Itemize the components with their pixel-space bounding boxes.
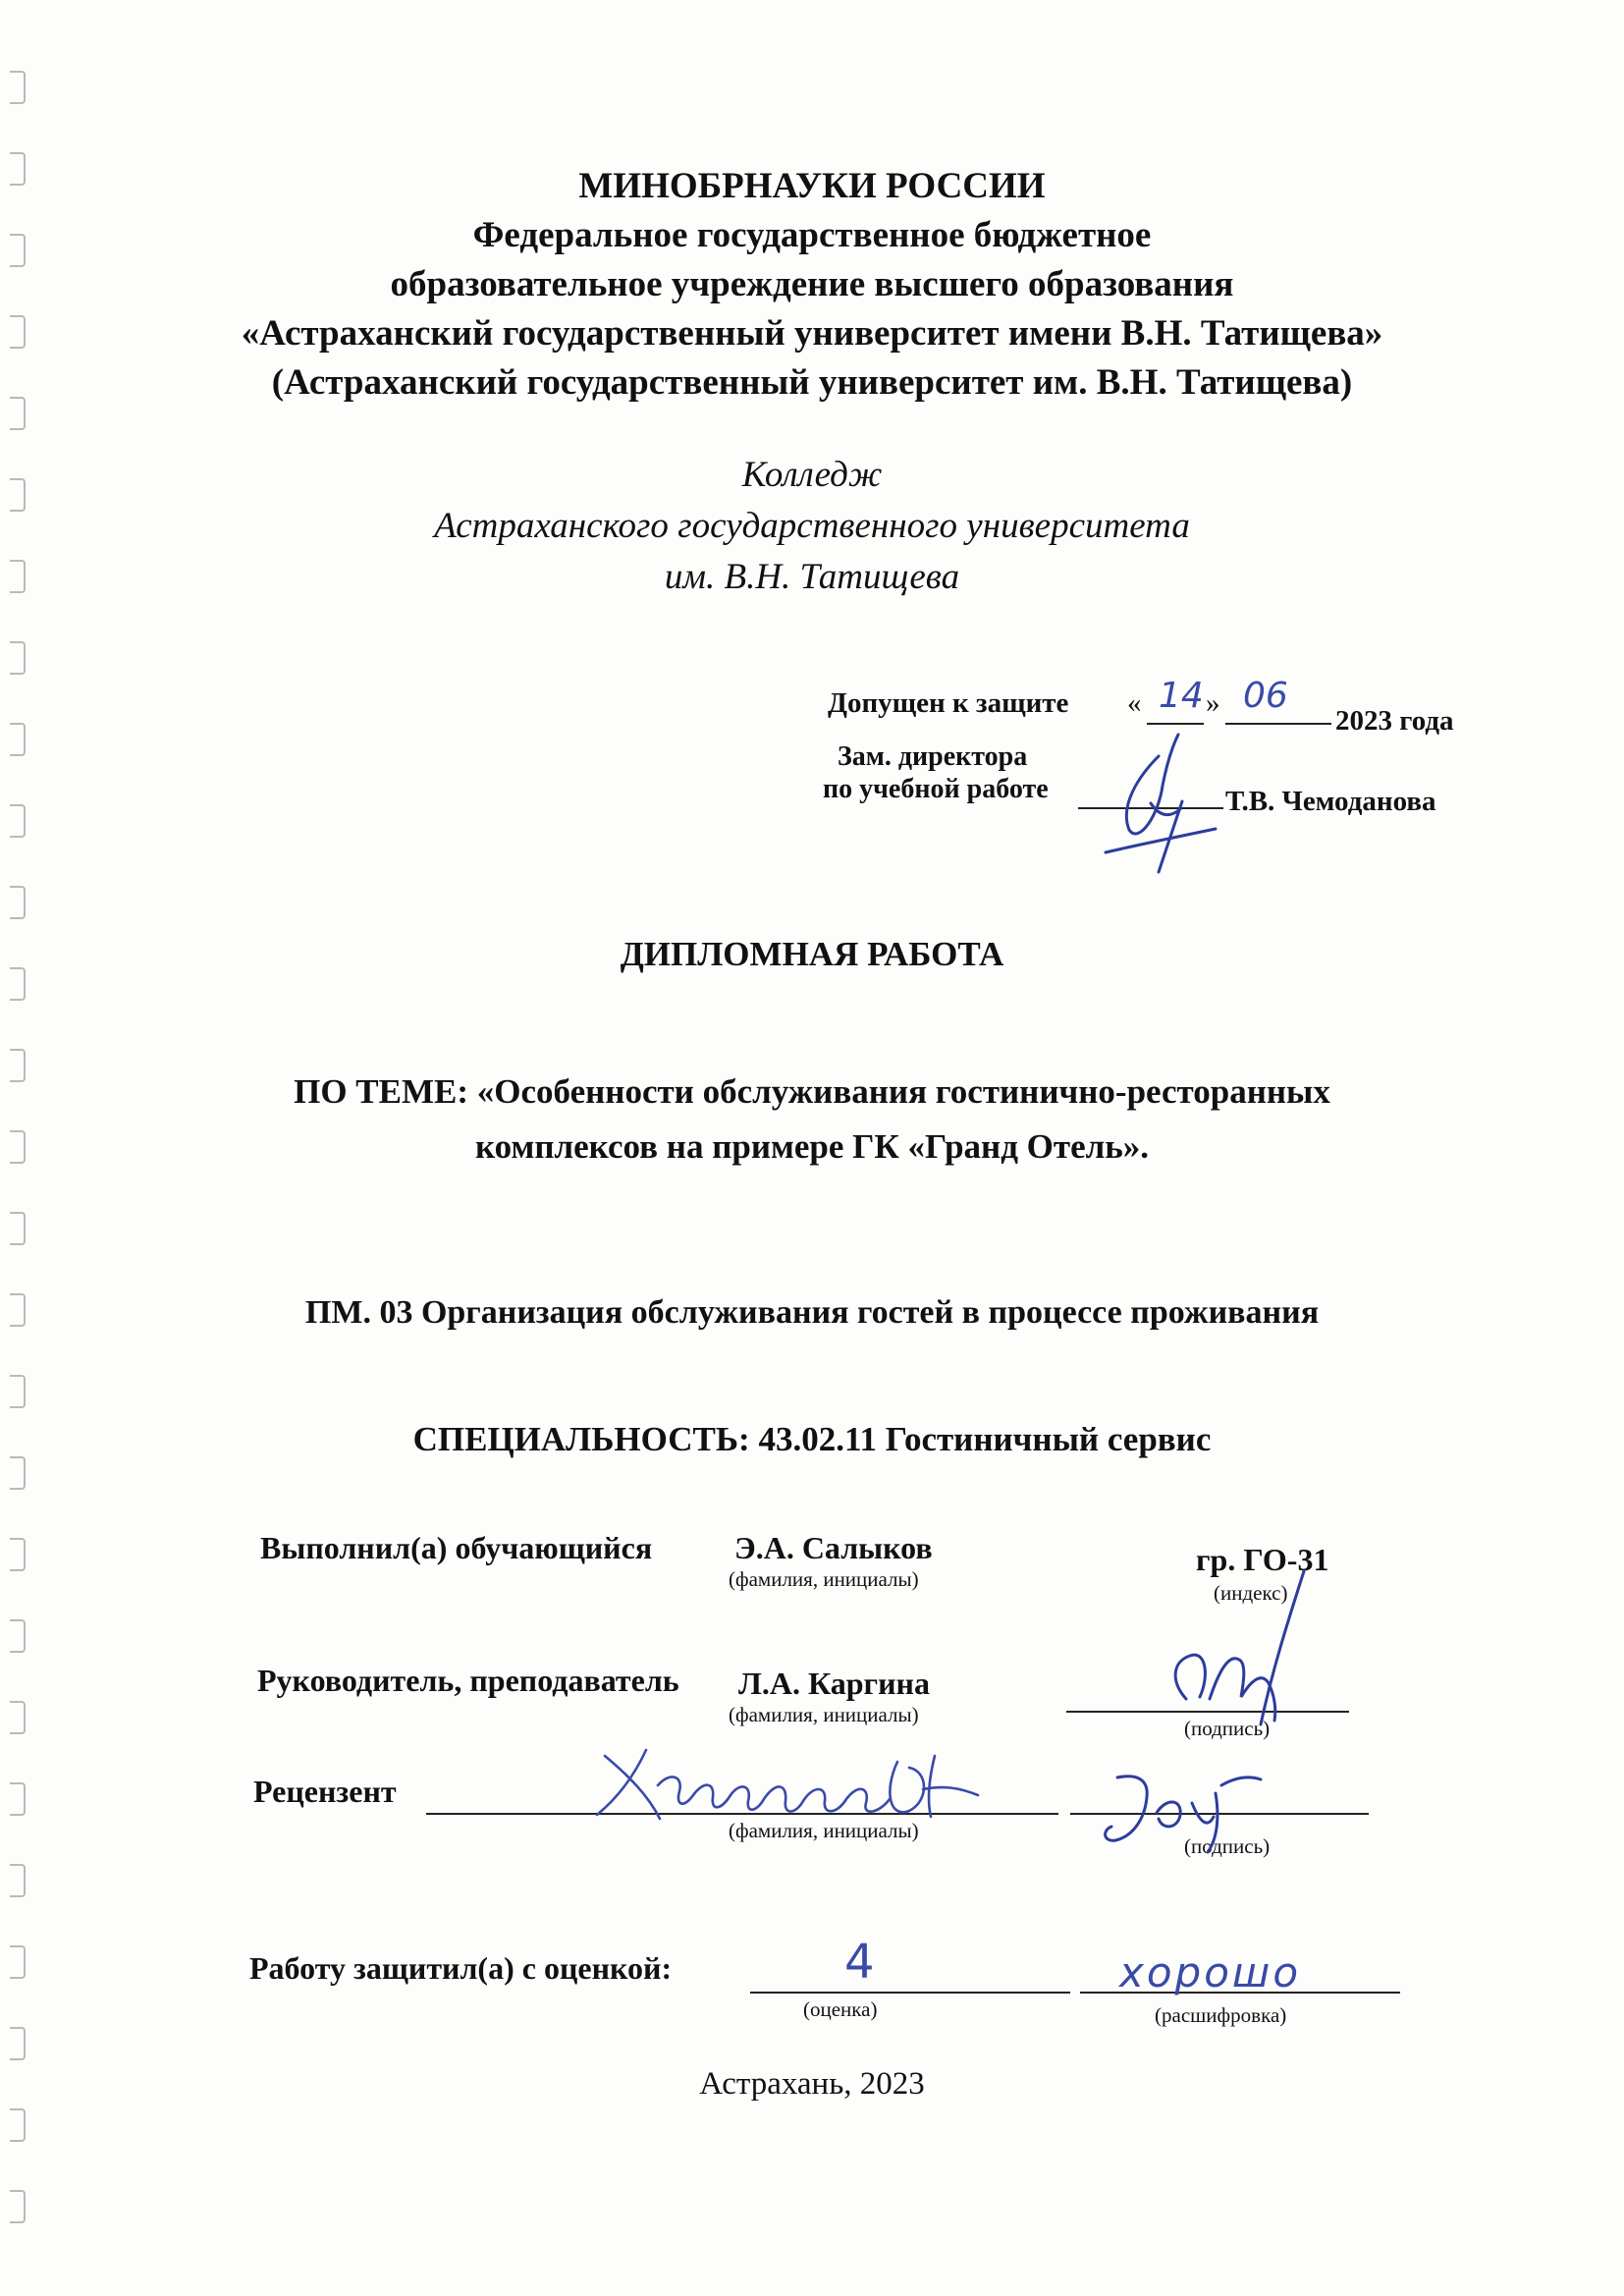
reviewer-name-handwriting [589,1736,1001,1825]
college-line-1: Колледж [741,455,883,495]
header-line-3: «Астраханский государственный университет имени В.Н. Татищева» [241,313,1383,354]
binder-hole [10,1782,26,1816]
city-year: Астрахань, 2023 [699,2066,925,2102]
topic-line-2: комплексов на примере ГК «Гранд Отель». [474,1127,1150,1166]
grade-value: 4 [844,1935,875,1990]
deputy-title: Зам. директора [838,741,1028,772]
reviewer-sign-caption: (подпись) [1184,1834,1271,1858]
header-line-4: (Астраханский государственный университет им. В.Н. Татищева) [271,362,1353,403]
date-month: 06 [1243,676,1288,716]
college-line-3: им. В.Н. Татищева [664,557,960,597]
binder-hole [10,1945,26,1979]
date-close-quote: » [1206,687,1220,719]
reviewer-name-caption: (фамилия, инициалы) [729,1819,919,1842]
binder-hole [10,2190,26,2223]
supervisor-label: Руководитель, преподаватель [257,1663,679,1698]
date-day: 14 [1159,676,1204,716]
topic-line-1: ПО ТЕМЕ: «Особенности обслуживания гостинично-ресторанных [294,1072,1330,1111]
header-line-2: образовательное учреждение высшего образования [390,264,1234,304]
specialty-title: СПЕЦИАЛЬНОСТЬ: 43.02.11 Гостиничный сервис [412,1420,1212,1458]
binder-hole [10,71,26,104]
supervisor-signature [1159,1552,1316,1738]
binder-hole [10,641,26,675]
supervisor-name-caption: (фамилия, инициалы) [729,1703,919,1726]
supervisor-name: Л.А. Каргина [738,1666,930,1701]
deputy-subtitle: по учебной работе [823,774,1049,804]
binder-hole [10,1375,26,1408]
date-year: 2023 года [1335,705,1454,737]
reviewer-label: Рецензент [253,1774,397,1809]
date-open-quote: « [1127,687,1142,719]
college-block [0,450,1624,603]
binder-hole [10,804,26,838]
date-month-line [1225,723,1331,725]
binder-hole [10,1538,26,1571]
binder-hole [10,2108,26,2142]
reviewer-signature [1098,1758,1265,1856]
header-line-1: Федеральное государственное бюджетное [472,215,1152,255]
grade-word-caption: (расшифровка) [1155,2003,1287,2027]
module-title: ПМ. 03 Организация обслуживания гостей в процессе проживания [304,1294,1320,1331]
binder-hole [10,1212,26,1245]
student-name-caption: (фамилия, инициалы) [729,1567,919,1591]
binder-hole [10,1701,26,1734]
binder-hole [10,1456,26,1490]
supervisor-sign-caption: (подпись) [1184,1717,1271,1740]
deputy-name: Т.В. Чемоданова [1225,786,1436,817]
grade-word: хорошо [1119,1948,1302,1996]
college-line-2: Астраханского государственного университета [434,506,1190,546]
date-day-line [1147,723,1204,725]
binder-hole [10,2027,26,2060]
binder-hole [10,886,26,919]
defense-label: Работу защитил(а) с оценкой: [249,1950,673,1986]
binder-hole [10,723,26,756]
student-name: Э.А. Салыков [734,1530,933,1565]
student-group-caption: (индекс) [1214,1581,1288,1605]
institution-header [0,162,1624,408]
binder-hole [10,1864,26,1897]
grade-caption: (оценка) [803,1997,878,2021]
deputy-signature [1100,727,1218,874]
grade-line [750,1992,1070,1994]
document-type-title: ДИПЛОМНАЯ РАБОТА [620,935,1004,973]
student-group: гр. ГО-31 [1196,1542,1329,1577]
ministry-title: МИНОБРНАУКИ РОССИИ [578,166,1046,206]
student-label: Выполнил(а) обучающийся [260,1530,653,1565]
binder-hole [10,1619,26,1653]
admitted-label: Допущен к защите [828,687,1069,719]
